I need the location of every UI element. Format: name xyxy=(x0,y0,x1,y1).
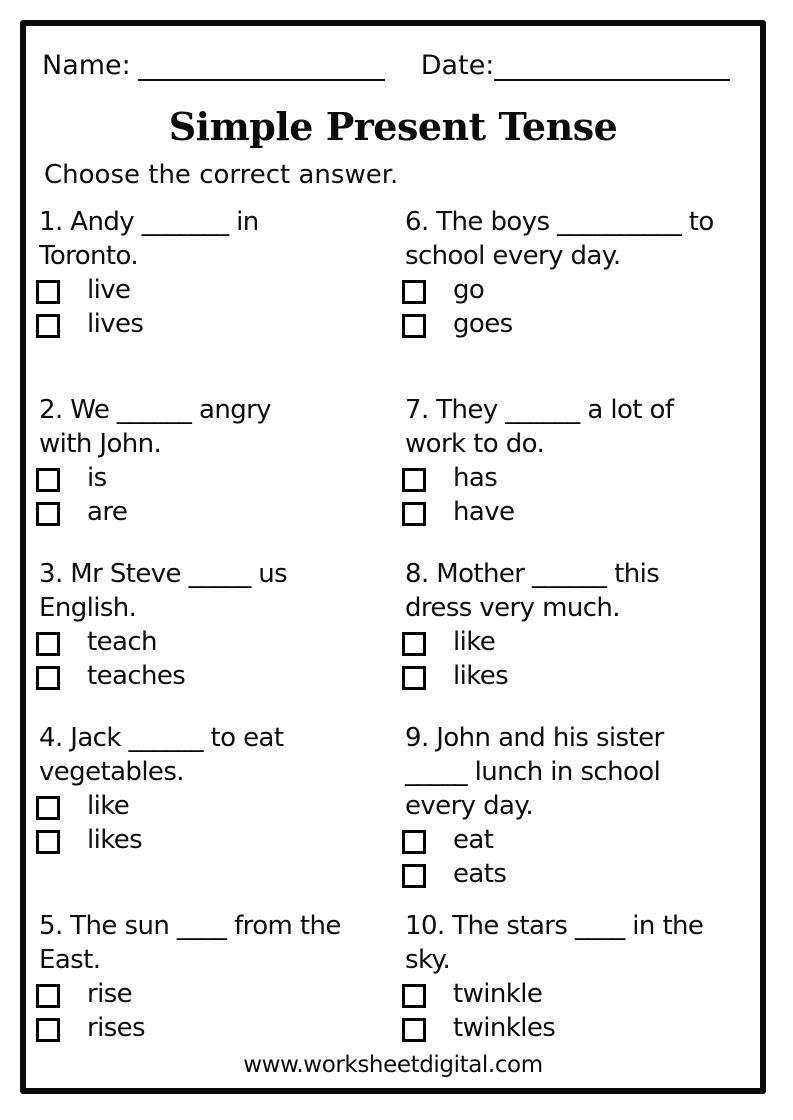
question-9 xyxy=(405,721,754,909)
question-text: _____ lunch in school xyxy=(405,757,661,787)
question-text: every day. xyxy=(405,791,534,821)
checkbox-icon[interactable] xyxy=(405,830,426,851)
question-5 xyxy=(39,909,405,1045)
date-label: Date: xyxy=(420,50,495,81)
checkbox-icon[interactable] xyxy=(39,502,60,523)
question-text: vegetables. xyxy=(39,757,184,787)
question-text: English. xyxy=(39,593,137,623)
checkbox-icon[interactable] xyxy=(405,666,426,687)
answer-option[interactable] xyxy=(405,461,754,495)
checkbox-icon[interactable] xyxy=(405,1018,426,1039)
question-10 xyxy=(405,909,754,1045)
option-label: rises xyxy=(87,1013,146,1043)
checkbox-icon[interactable] xyxy=(405,984,426,1005)
option-label: live xyxy=(87,275,131,305)
answer-option[interactable] xyxy=(405,823,754,857)
answer-option[interactable] xyxy=(39,789,405,823)
question-text: 6. The boys __________ to xyxy=(405,207,714,237)
question-text: East. xyxy=(39,945,101,975)
checkbox-icon[interactable] xyxy=(39,830,60,851)
option-label: have xyxy=(453,497,515,527)
answer-option[interactable] xyxy=(39,307,405,341)
answer-option[interactable] xyxy=(405,625,754,659)
question-text: 7. They ______ a lot of xyxy=(405,395,674,425)
answer-option[interactable] xyxy=(39,977,405,1011)
answer-option[interactable] xyxy=(405,659,754,693)
questions-grid xyxy=(39,205,754,1045)
question-text: sky. xyxy=(405,945,451,975)
question-text: 3. Mr Steve _____ us xyxy=(39,559,288,589)
option-label: like xyxy=(87,791,130,821)
date-field-group xyxy=(421,50,731,81)
option-label: goes xyxy=(453,309,513,339)
answer-option[interactable] xyxy=(39,659,405,693)
page-title: Simple Present Tense xyxy=(168,104,618,149)
answer-option[interactable] xyxy=(405,307,754,341)
worksheet-page xyxy=(20,20,766,1094)
checkbox-icon[interactable] xyxy=(405,502,426,523)
answer-option[interactable] xyxy=(39,625,405,659)
name-label: Name: xyxy=(42,50,131,81)
question-text: Toronto. xyxy=(39,241,138,271)
checkbox-icon[interactable] xyxy=(405,864,426,885)
question-6 xyxy=(405,205,754,393)
checkbox-icon[interactable] xyxy=(39,468,60,489)
question-text: 10. The stars ____ in the xyxy=(405,911,704,941)
question-2 xyxy=(39,393,405,557)
option-label: lives xyxy=(87,309,144,339)
answer-option[interactable] xyxy=(405,495,754,529)
option-label: are xyxy=(87,497,128,527)
checkbox-icon[interactable] xyxy=(405,314,426,335)
answer-option[interactable] xyxy=(405,857,754,891)
question-8 xyxy=(405,557,754,721)
checkbox-icon[interactable] xyxy=(39,314,60,335)
option-label: teach xyxy=(87,627,157,657)
option-label: eat xyxy=(453,825,494,855)
option-label: is xyxy=(87,463,107,493)
option-label: has xyxy=(453,463,498,493)
option-label: twinkles xyxy=(453,1013,556,1043)
question-3 xyxy=(39,557,405,721)
website-footer: www.worksheetdigital.com xyxy=(243,1052,543,1078)
answer-option[interactable] xyxy=(39,461,405,495)
name-field-group xyxy=(42,50,385,81)
checkbox-icon[interactable] xyxy=(39,796,60,817)
option-label: likes xyxy=(87,825,143,855)
question-7 xyxy=(405,393,754,557)
checkbox-icon[interactable] xyxy=(405,468,426,489)
answer-option[interactable] xyxy=(39,495,405,529)
option-label: likes xyxy=(453,661,509,691)
question-text: with John. xyxy=(39,429,162,459)
checkbox-icon[interactable] xyxy=(39,280,60,301)
question-text: 9. John and his sister xyxy=(405,723,664,753)
answer-option[interactable] xyxy=(39,823,405,857)
option-label: twinkle xyxy=(453,979,543,1009)
question-1 xyxy=(39,205,405,393)
question-text: 8. Mother ______ this xyxy=(405,559,660,589)
answer-option[interactable] xyxy=(405,1011,754,1045)
answer-option[interactable] xyxy=(39,1011,405,1045)
checkbox-icon[interactable] xyxy=(39,1018,60,1039)
answer-option[interactable] xyxy=(405,977,754,1011)
question-text: 5. The sun ____ from the xyxy=(39,911,341,941)
checkbox-icon[interactable] xyxy=(39,632,60,653)
checkbox-icon[interactable] xyxy=(39,984,60,1005)
question-text: 4. Jack ______ to eat xyxy=(39,723,284,753)
name-input-line[interactable] xyxy=(138,51,385,81)
question-4 xyxy=(39,721,405,909)
date-input-line[interactable] xyxy=(494,51,730,81)
instruction-text: Choose the correct answer. xyxy=(44,160,399,190)
header-row xyxy=(42,50,760,81)
option-label: teaches xyxy=(87,661,186,691)
answer-option[interactable] xyxy=(39,273,405,307)
checkbox-icon[interactable] xyxy=(405,280,426,301)
question-text: 1. Andy _______ in xyxy=(39,207,259,237)
option-label: eats xyxy=(453,859,507,889)
option-label: like xyxy=(453,627,496,657)
checkbox-icon[interactable] xyxy=(405,632,426,653)
checkbox-icon[interactable] xyxy=(39,666,60,687)
question-text: school every day. xyxy=(405,241,621,271)
answer-option[interactable] xyxy=(405,273,754,307)
option-label: go xyxy=(453,275,485,305)
option-label: rise xyxy=(87,979,133,1009)
question-text: dress very much. xyxy=(405,593,620,623)
question-text: work to do. xyxy=(405,429,545,459)
question-text: 2. We ______ angry xyxy=(39,395,271,425)
